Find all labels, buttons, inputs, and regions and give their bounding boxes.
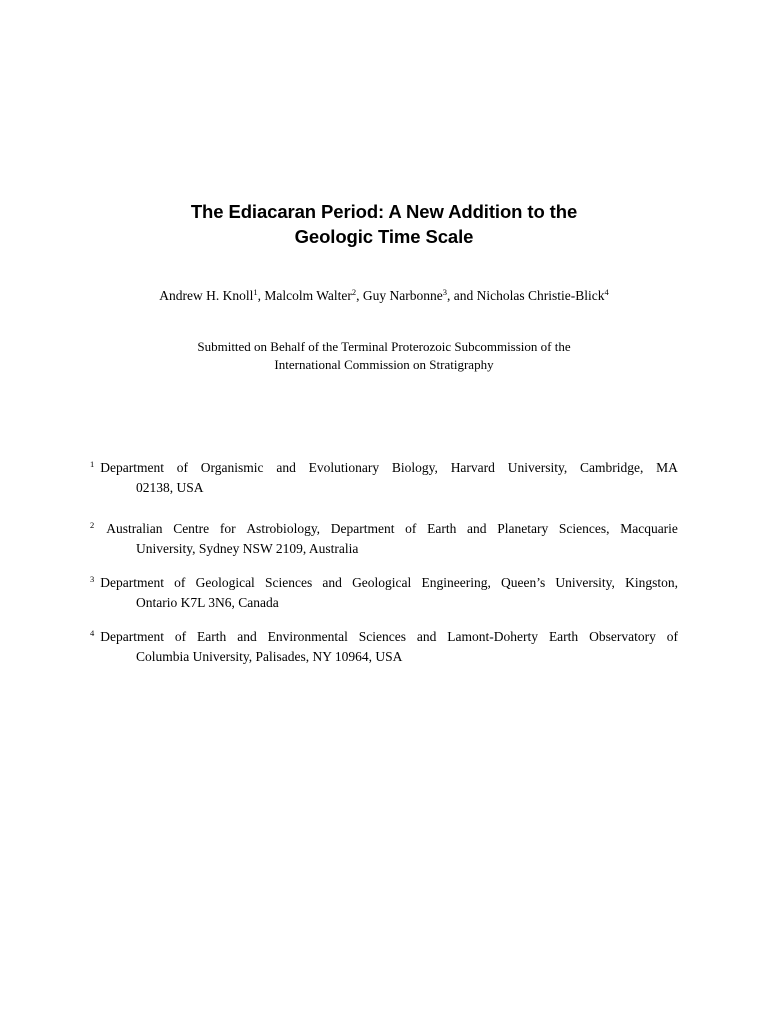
affiliation-word [90,627,164,647]
affiliation-4 [90,627,678,667]
affiliation-word: of [405,521,417,536]
affiliation-word [90,519,163,539]
affiliation-3 [90,573,678,613]
affiliation-word: for [219,521,236,536]
affiliation-word: Lamont-Doherty [447,629,539,644]
affiliation-word: Department [330,521,395,536]
affiliation-word: of [666,629,678,644]
affiliation-word: Earth [197,629,227,644]
affiliation-word: Queen’s [501,575,546,590]
affiliation-word: of [176,460,189,475]
affiliation-word-text: Department [100,575,164,590]
affiliation-mark: 2 [351,287,357,297]
affiliation-word: of [174,629,187,644]
submission-note [0,338,768,374]
affiliation-word: Organismic [200,460,264,475]
affiliation-word: Cambridge, [579,460,644,475]
affiliation-word: Evolutionary [308,460,380,475]
affiliation-word: and [467,521,487,536]
affiliation-word-text: Australian [106,521,163,536]
affiliation-word: and [276,460,296,475]
affiliation-word: Environmental [267,629,348,644]
affiliation-word-text: Department [100,629,164,644]
affiliation-2 [90,519,678,559]
author-list [0,286,768,306]
affiliation-line-2: 02138, USA [136,480,204,495]
affiliation-line-1 [90,573,678,593]
affiliation-word: University, [507,460,568,475]
author-name: Guy Narbonne [362,288,443,303]
affiliation-line-1 [90,627,678,647]
affiliation-word: of [174,575,186,590]
affiliation-word: Centre [173,521,210,536]
affiliation-word: Planetary [497,521,549,536]
affiliation-mark: 3 [442,287,447,297]
submission-line-2: International Commission on Stratigraphy [274,357,494,372]
affiliation-word: Kingston, [625,575,678,590]
affiliation-word-text: Department [100,460,164,475]
affiliation-line-2: Ontario K7L 3N6, Canada [136,595,279,610]
affiliation-line-2: Columbia University, Palisades, NY 10964, USA [136,649,403,664]
affiliation-mark: 4 [604,287,609,297]
author-separator: , and [447,288,477,303]
affiliation-word: Macquarie [620,521,678,536]
paper-title [0,199,768,249]
affiliation-word: Engineering, [421,575,491,590]
author [477,288,609,303]
title-line-2: Geologic Time Scale [294,226,474,247]
affiliation-line-1 [90,458,678,478]
affiliation-line-1 [90,519,678,539]
author-separator: , [356,288,363,303]
affiliation-word: Earth [548,629,579,644]
author-separator: , [257,288,265,303]
affiliation-word: MA [656,460,678,475]
affiliation-word: Sciences [264,575,313,590]
author [264,288,363,303]
affiliation-mark: 4 [90,628,95,638]
affiliation-word: Sciences, [558,521,610,536]
affiliation-word [90,458,164,478]
author [159,288,264,303]
affiliation-line-2: University, Sydney NSW 2109, Australia [136,541,359,556]
affiliation-word: Sciences [358,629,406,644]
affiliation-1 [90,458,678,498]
affiliation-word: Observatory [589,629,656,644]
affiliation-word: University, [555,575,615,590]
affiliation-mark: 1 [253,287,258,297]
affiliation-word: and [237,629,257,644]
affiliation-word: Biology, [391,460,438,475]
author-name: Nicholas Christie-Blick [476,288,605,303]
author [363,288,477,303]
author-name: Malcolm Walter [264,288,352,303]
affiliation-word: Geological [195,575,255,590]
affiliation-word: Astrobiology, [246,521,321,536]
affiliation-word: and [416,629,437,644]
affiliation-word: and [322,575,342,590]
affiliation-word: Harvard [450,460,495,475]
submission-line-1: Submitted on Behalf of the Terminal Proterozoic Subcommission of the [197,339,571,354]
affiliation-mark: 2 [90,520,95,530]
affiliation-word [90,573,164,593]
author-name: Andrew H. Knoll [159,288,254,303]
title-line-1: The Ediacaran Period: A New Addition to the [190,201,578,222]
affiliation-mark: 1 [90,459,95,469]
affiliation-word: Earth [427,521,457,536]
affiliation-word: Geological [352,575,412,590]
affiliation-mark: 3 [90,574,95,584]
